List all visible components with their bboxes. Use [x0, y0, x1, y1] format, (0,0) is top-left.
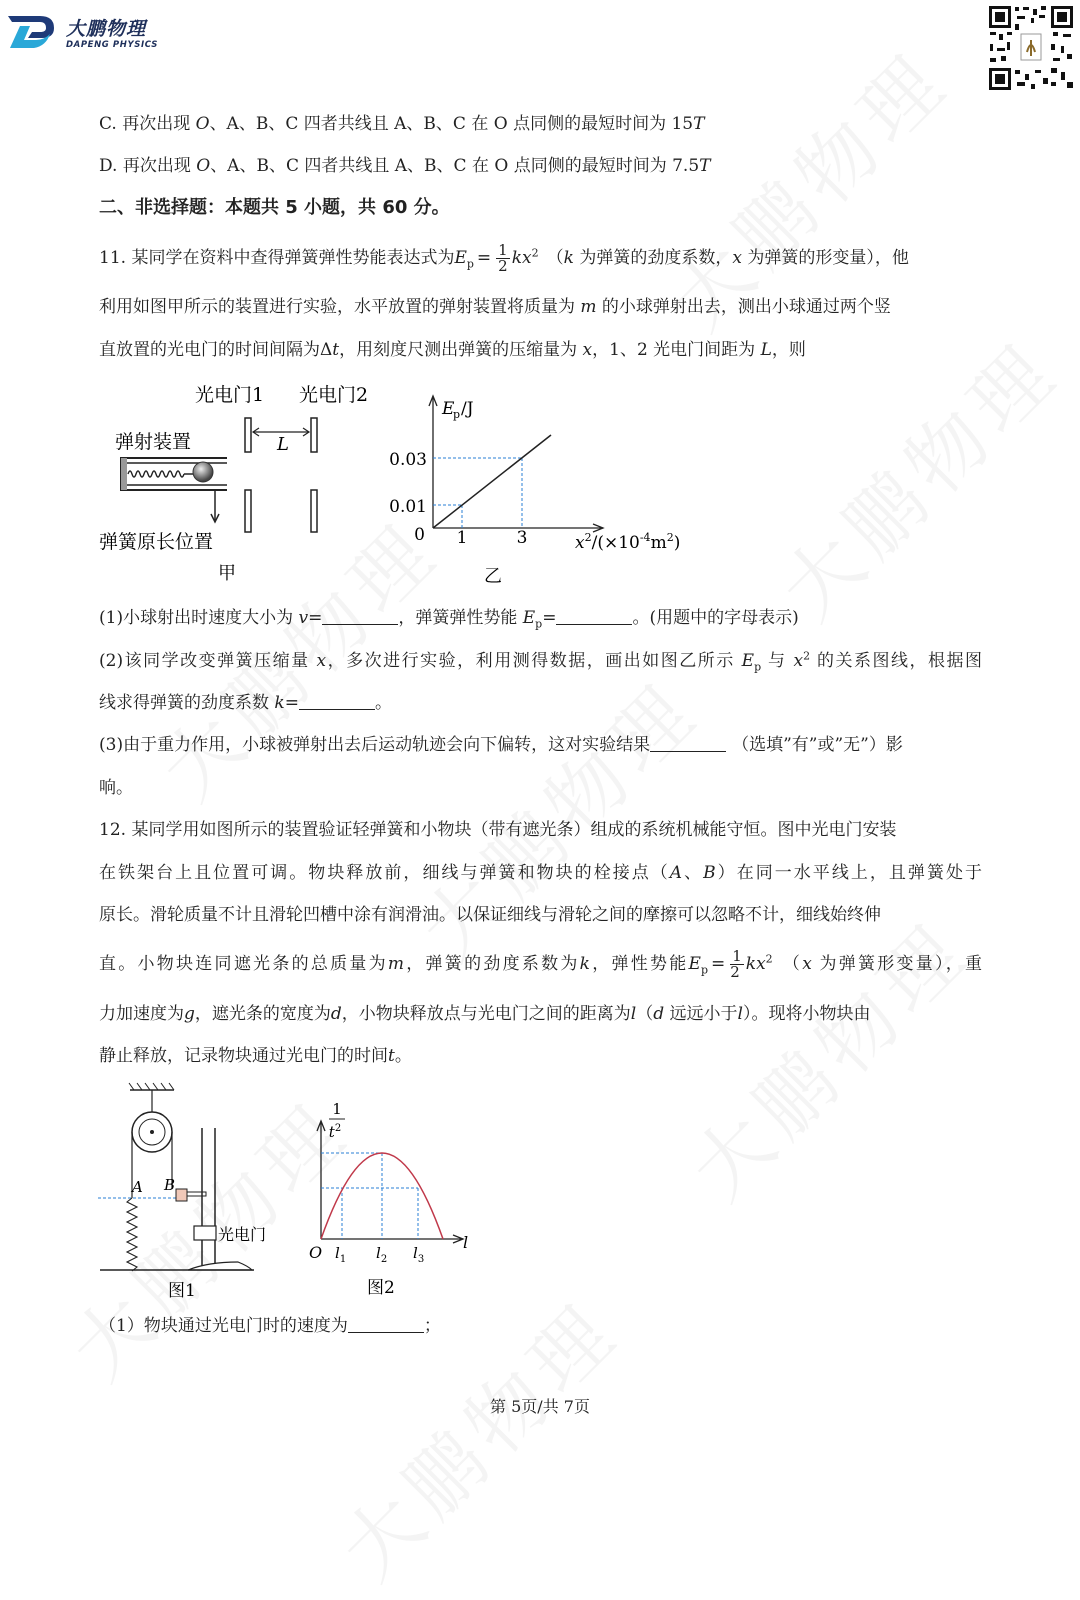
brand-logo [6, 8, 176, 52]
q11-part-3-line-1: (3)由于重力作用，小球被弹射出去后运动轨迹会向下偏转，这对实验结果 （选填”有”或”无”）影 [99, 735, 903, 755]
origin-label: 0 [414, 525, 425, 545]
figure-jia [95, 378, 385, 588]
figure-2-caption: 图2 [367, 1278, 395, 1298]
q11-part-2-line-1: (2)该同学改变弹簧压缩量 x，多次进行实验，利用测得数据，画出如图乙所示 $E_p$ 与 $x^2$ 的关系图线，根据图 [99, 649, 983, 674]
fraction-half: $\frac{1}{2}$ [498, 241, 508, 275]
logo-subtitle: DAPENG PHYSICS [66, 40, 158, 50]
L-label: L [277, 434, 289, 455]
logo-mark-icon [6, 8, 62, 52]
q12-line-2: 在铁架台上且位置可调。物块释放前，细线与弹簧和物块的栓接点（A、B）在同一水平线上，且弹簧处于 [99, 863, 983, 883]
option-c: C. 再次出现 O、A、B、C 四者共线且 A、B、C 在 O 点同侧的最短时间为 15T [99, 114, 705, 134]
point-B-label: B [164, 1176, 176, 1194]
q11-part-2-line-2: 线求得弹簧的劲度系数 k= 。 [99, 693, 392, 713]
gate2-label: 光电门2 [299, 384, 369, 406]
data-line [433, 435, 551, 528]
option-d: D. 再次出现 O、A、B、C 四者共线且 A、B、C 在 O 点同侧的最短时间为 7.5T [99, 156, 711, 176]
q11-line-1: 11. 某同学在资料中查得弹簧弹性势能表达式为$E_p$ = $\frac{1}{2}$ $kx^2$ （k 为弹簧的劲度系数，x 为弹簧的形变量），他 [99, 241, 909, 275]
spring-position-label: 弹簧原长位置 [99, 531, 214, 553]
svg-text:p: p [453, 408, 461, 421]
q12-part-1: （1）物块通过光电门时的速度为 ； [99, 1316, 441, 1336]
figure-2-graph [305, 1095, 485, 1305]
q12-line-5: 力加速度为g，遮光条的宽度为d，小物块释放点与光电门之间的距离为l（d 远远小于l）。现将小物块由 [99, 1004, 871, 1024]
q11-part-3-line-2: 响。 [99, 778, 133, 798]
figure-jia-caption: 甲 [218, 563, 236, 584]
figure-yi-graph [385, 390, 695, 590]
answer-blank[interactable] [348, 1316, 424, 1333]
spring-icon [127, 1198, 137, 1271]
section-title: 二、非选择题：本题共 5 小题，共 60 分。 [99, 197, 450, 218]
q12-line-6: 静止释放，记录物块通过光电门的时间t。 [99, 1046, 412, 1066]
x-tick-label: $l_2$ [376, 1244, 388, 1265]
figure-yi-caption: 乙 [484, 566, 502, 587]
q12-line-1: 12. 某同学用如图所示的装置验证轻弹簧和小物块（带有遮光条）组成的系统机械能守恒。图中光电门安装 [99, 820, 897, 840]
launcher-label: 弹射装置 [115, 431, 192, 453]
q12-line-3: 原长。滑轮质量不计且滑轮凹槽中涂有润滑油。以保证细线与滑轮之间的摩擦可以忽略不计，细线始终伸 [99, 905, 881, 925]
qr-code-icon[interactable] [987, 4, 1075, 92]
figure-1-caption: 图1 [168, 1281, 196, 1301]
answer-blank[interactable] [650, 735, 726, 752]
logo-title: 大鹏物理 [66, 18, 147, 40]
q11-part-1: (1)小球射出时速度大小为 v= ，弹簧弹性势能 $E_p=$ 。(用题中的字母表示) [99, 608, 799, 631]
q11-line-2: 利用如图甲所示的装置进行实验，水平放置的弹射装置将质量为 m 的小球弹射出去，测出小球通过两个竖 [99, 297, 891, 317]
block-icon [176, 1189, 187, 1201]
y-tick-label: 0.03 [389, 450, 427, 470]
x-tick-label: 1 [456, 528, 468, 548]
origin-label: O [309, 1243, 323, 1262]
x-tick-label: 3 [516, 528, 528, 548]
fraction-half: $\frac{1}{2}$ [730, 947, 742, 981]
spring-icon [128, 471, 184, 477]
svg-text:/J: /J [461, 399, 474, 419]
answer-blank[interactable] [299, 693, 375, 710]
y-axis-label: E [442, 399, 455, 419]
q11-line-3: 直放置的光电门的时间间隔为Δt，用刻度尺测出弹簧的压缩量为 x，1、2 光电门间距为 L，则 [99, 340, 806, 360]
x-tick-label: $l_1$ [335, 1244, 347, 1265]
y-tick-label: 0.01 [389, 497, 427, 517]
photogate-label: 光电门 [218, 1225, 267, 1244]
x-axis-label: l [463, 1233, 469, 1252]
page-number: 第 5页/共 7页 [490, 1397, 590, 1416]
q12-line-4: 直。小物块连同遮光条的总质量为m，弹簧的劲度系数为k，弹性势能$E_p$ = $\frac{1}{2}$ $kx^2$ （x 为弹簧形变量），重 [99, 947, 983, 981]
x-axis-label: $x^2/(\times 10^{-4}m^2)$ [575, 531, 681, 553]
y-axis-numerator: 1 [332, 1100, 342, 1118]
answer-blank[interactable] [322, 608, 398, 625]
y-axis-denominator: $t^2$ [328, 1123, 342, 1141]
x-tick-label: $l_3$ [413, 1244, 425, 1265]
answer-blank[interactable] [556, 608, 632, 625]
figure-1-apparatus [98, 1078, 288, 1303]
ball-icon [193, 462, 213, 482]
point-A-label: A [132, 1178, 143, 1196]
gate1-label: 光电门1 [195, 384, 265, 406]
photogate-icon [194, 1226, 216, 1240]
